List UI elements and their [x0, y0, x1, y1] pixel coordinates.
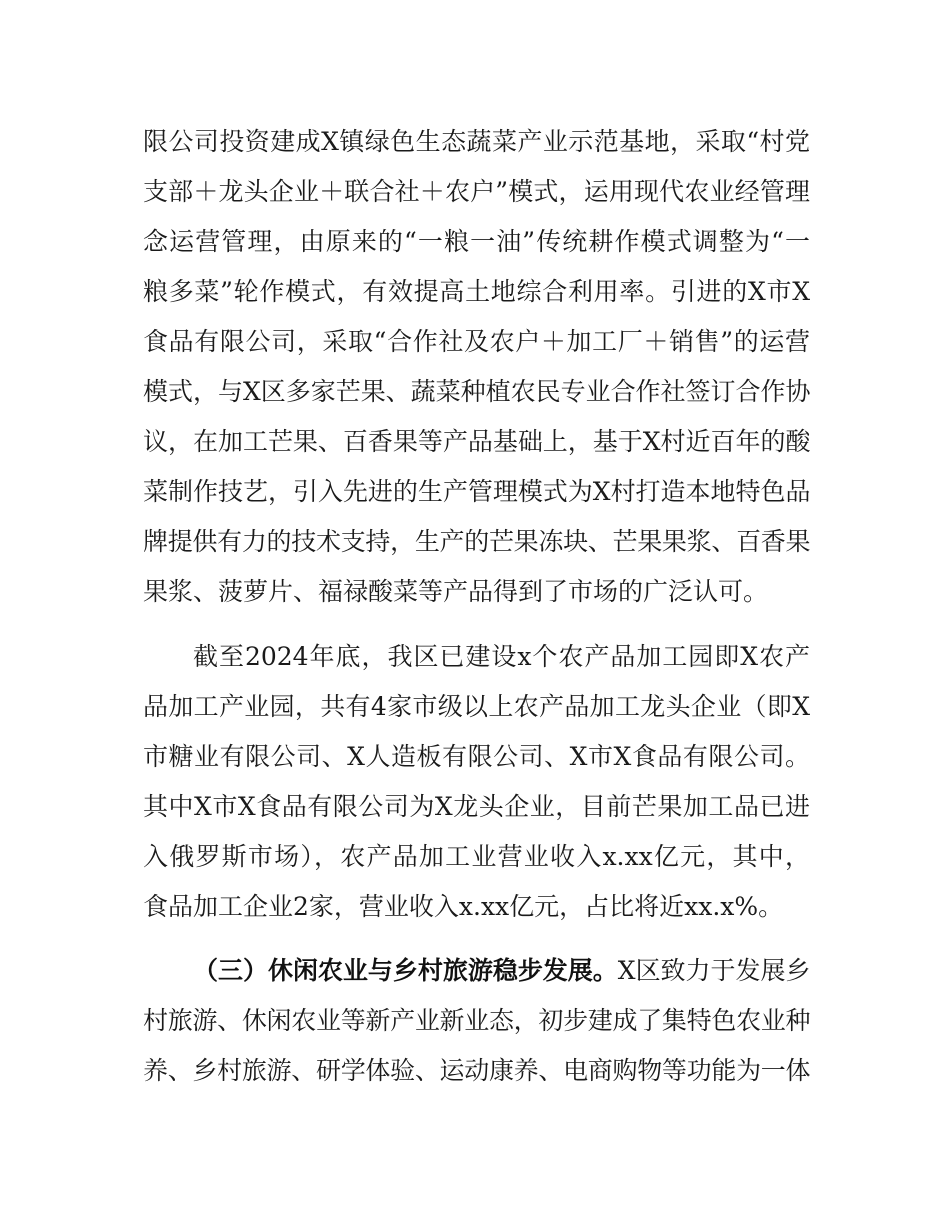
- paragraph-line: 食品加工企业2家，营业收入x.xx亿元，占比将近xx.x%。: [143, 892, 784, 921]
- paragraph-line: 支部＋龙头企业＋联合社＋农户”模式，运用现代农业经管理: [143, 177, 810, 206]
- paragraph-line: 议，在加工芒果、百香果等产品基础上，基于X村近百年的酸: [143, 427, 810, 456]
- paragraph-line: 市糖业有限公司、X人造板有限公司、X市X食品有限公司。: [143, 742, 810, 771]
- paragraph-line: 食品有限公司，采取“合作社及农户＋加工厂＋销售”的运营: [143, 327, 810, 356]
- paragraph-line: 截至2024年底，我区已建设x个农产品加工园即X农产: [193, 642, 810, 671]
- paragraph-line: 牌提供有力的技术支持，生产的芒果冻块、芒果果浆、百香果: [143, 527, 810, 556]
- paragraph-line: 入俄罗斯市场），农产品加工业营业收入x.xx亿元，其中，: [143, 842, 810, 871]
- section-heading: （三）休闲农业与乡村旅游稳步发展。: [193, 956, 618, 985]
- paragraph-line: 模式，与X区多家芒果、蔬菜种植农民专业合作社签订合作协: [143, 377, 810, 406]
- heading-line-text: X区致力于发展乡: [617, 956, 810, 985]
- paragraph-line: 品加工产业园，共有4家市级以上农产品加工龙头企业（即X: [143, 692, 810, 721]
- paragraph-line: 果浆、菠萝片、福禄酸菜等产品得到了市场的广泛认可。: [143, 577, 769, 606]
- paragraph-line: 限公司投资建成X镇绿色生态蔬菜产业示范基地，采取“村党: [143, 127, 810, 156]
- paragraph-line: 菜制作技艺，引入先进的生产管理模式为X村打造本地特色品: [143, 477, 810, 506]
- paragraph-line: 养、乡村旅游、研学体验、运动康养、电商购物等功能为一体: [143, 1056, 810, 1085]
- paragraph-line: 其中X市X食品有限公司为X龙头企业，目前芒果加工品已进: [143, 792, 810, 821]
- paragraph-line: 念运营管理，由原来的“一粮一油”传统耕作模式调整为“一: [143, 227, 810, 256]
- paragraph-line: 粮多菜”轮作模式，有效提高土地综合利用率。引进的X市X: [143, 277, 810, 306]
- paragraph-line: [193, 951, 810, 991]
- paragraph-line: 村旅游、休闲农业等新产业新业态，初步建成了集特色农业种: [143, 1006, 810, 1035]
